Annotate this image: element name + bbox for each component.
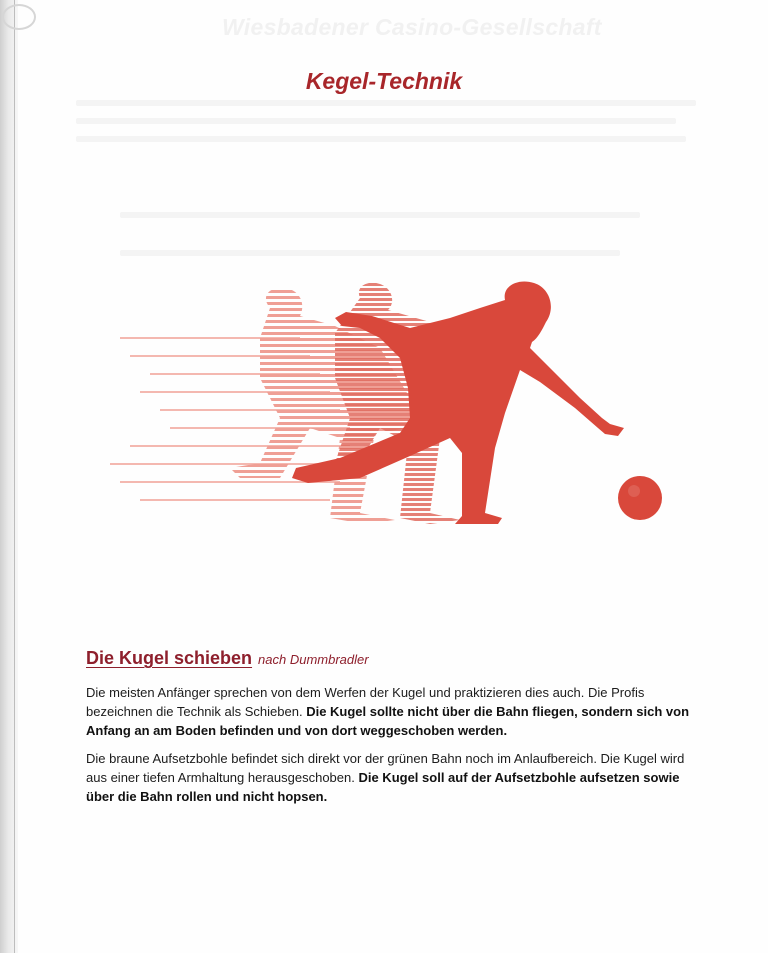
paragraph-2-text: Die braune Aufsetzbohle befindet sich direkt vor der grünen Bahn noch im Anlaufbereich. Die Kugel wird aus einer tiefen Armhaltung herausgeschoben. — [86, 751, 685, 785]
bowling-ball — [618, 476, 662, 520]
bleed-through-line — [76, 118, 676, 124]
page-title: Kegel-Technik — [305, 68, 463, 94]
binder-ring-mark — [2, 4, 36, 30]
paragraph-2-emphasis: Die Kugel soll auf der Aufsetzbohle aufsetzen sowie über die Bahn rollen und nicht hopsen. — [86, 770, 680, 804]
bleed-through-line — [120, 212, 640, 218]
paragraph-1 — [86, 683, 696, 740]
section-heading-main: Die Kugel schieben — [86, 648, 253, 668]
bleed-through-line — [120, 250, 620, 256]
bleed-through-line — [76, 100, 696, 106]
paragraph-1-text: Die meisten Anfänger sprechen von dem Werfen der Kugel und praktizieren dies auch. Die Profis bezeichnen die Technik als Schieben. — [86, 685, 645, 719]
section-heading — [86, 648, 369, 669]
paragraph-2 — [86, 749, 696, 806]
bleed-through-line — [76, 136, 686, 142]
section-heading-sub: nach Dummbradler — [258, 652, 369, 667]
bowler-silhouette-icon — [110, 278, 670, 534]
binder-edge — [0, 0, 18, 953]
paragraph-1-emphasis: Die Kugel sollte nicht über die Bahn fliegen, sondern sich von Anfang an am Boden befinden und von dort weggeschoben werden. — [86, 704, 690, 738]
bleed-through-header: Wiesbadener Casino-Gesellschaft — [222, 14, 602, 40]
